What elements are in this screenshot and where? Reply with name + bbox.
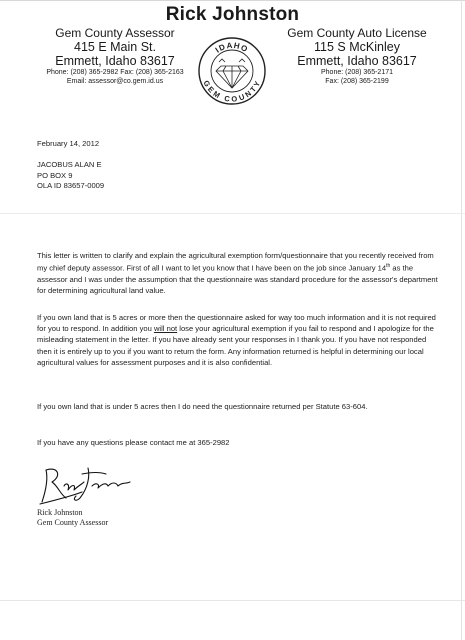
letterhead-name: Rick Johnston (165, 4, 300, 25)
scan-right-edge (461, 0, 462, 640)
recipient-address (37, 160, 442, 192)
seal-top-text: IDAHO (213, 40, 250, 55)
auto-license-street: 115 S McKinley (314, 40, 400, 54)
svg-text:IDAHO (214, 41, 250, 55)
letter-date: February 14, 2012 (37, 139, 100, 148)
fold-line (0, 213, 465, 214)
paragraph-under-five-acres: If you own land that is under 5 acres then I do need the questionnaire returned per Statute 63-604. (37, 402, 368, 411)
auto-license-title: Gem County Auto License (287, 26, 427, 40)
paragraph-contact: If you have any questions please contact me at 365-2982 (37, 438, 230, 447)
scan-top-edge (0, 0, 465, 1)
auto-license-office-block (262, 26, 452, 86)
assessor-city: Emmett, Idaho 83617 (55, 54, 175, 68)
auto-license-phone: Phone: (208) 365-2171 (321, 69, 393, 76)
recipient-po-box: PO BOX 9 (37, 170, 73, 180)
assessor-office-block (20, 26, 210, 86)
auto-license-fax: Fax: (208) 365-2199 (325, 78, 389, 85)
signatory-title: Gem County Assessor (37, 518, 109, 527)
seal-bottom-text: GEM COUNTY (201, 78, 263, 104)
scan-bottom-edge (0, 600, 465, 601)
auto-license-city: Emmett, Idaho 83617 (297, 54, 417, 68)
paragraph-five-acres-or-more: If you own land that is 5 acres or more then the questionnaire asked for way too much information and it is not required for you to respond. In addition you will not lose your agricultural exemption if you fail to respond and I apologize for the misleading statement in the letter. If you have already sent your responses in I thank you. If you have not responded then it is entirely up to you if you want to return the form. Any information returned is helpful in determining our local agricultural values for assessment purposes and it is also confidential. (37, 313, 436, 367)
assessor-email: Email: assessor@co.gem.id.us (66, 78, 164, 85)
recipient-city: OLA ID 83657-0009 (37, 181, 105, 190)
signature-block (37, 508, 108, 528)
paragraph-intro: This letter is written to clarify and explain the agricultural exemption form/questionnaire that you recently received from my chief deputy assessor. First of all I want to let you know that I have been on the job since January 14th as the assessor and I was under the assumption that the questionnaire was standard procedure for the assessor's department for determining agricultural land value. (37, 251, 438, 296)
assessor-phone-fax: Phone: (208) 365-2982 Fax: (208) 365-2163 (46, 69, 184, 76)
assessor-title: Gem County Assessor (55, 26, 175, 40)
assessor-street: 415 E Main St. (74, 40, 156, 54)
gem-county-seal-icon (197, 36, 267, 106)
recipient-name: JACOBUS ALAN E (37, 160, 102, 169)
signatory-name: Rick Johnston (37, 508, 83, 517)
underlined-will-not: will not (153, 324, 178, 334)
handwritten-signature (36, 462, 136, 510)
